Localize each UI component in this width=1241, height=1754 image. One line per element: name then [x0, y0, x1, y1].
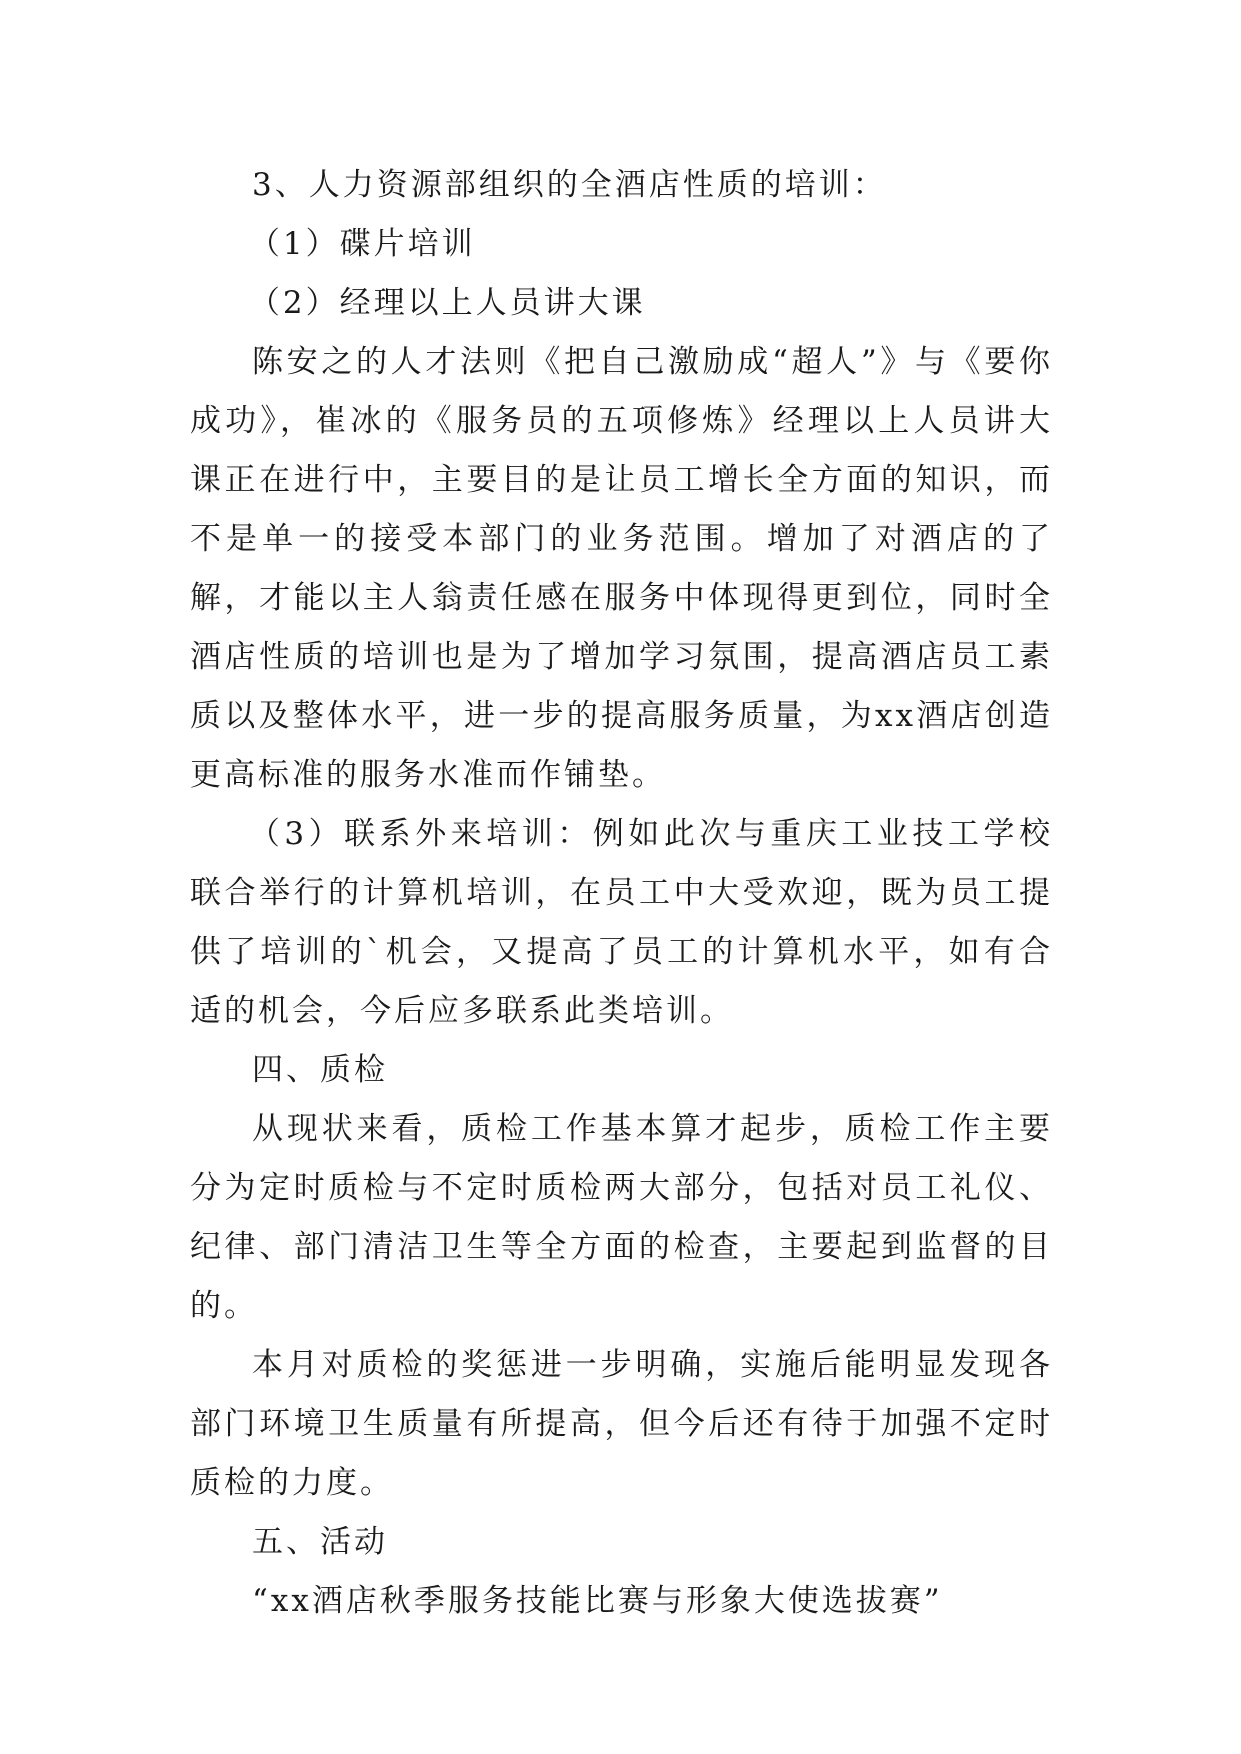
paragraph-lectures-detail: 陈安之的人才法则《把自己激励成“超人”》与《要你成功》，崔冰的《服务员的五项修炼》经理以上人员讲大课正在进行中，主要目的是让员工增长全方面的知识，而不是单一的接受本部门的业务范围。增加了对酒店的了解，才能以主人翁责任感在服务中体现得更到位，同时全酒店性质的培训也是为了增加学习氛围，提高酒店员工素质以及整体水平，进一步的提高服务质量，为xx酒店创造更高标准的服务水准而作铺垫。 — [190, 344, 1053, 793]
list-item-manager-lectures: （2）经理以上人员讲大课 — [248, 285, 646, 321]
list-item-dvd-training: （1）碟片培训 — [248, 226, 476, 262]
section-heading-training: 3、人力资源部组织的全酒店性质的培训： — [252, 167, 887, 203]
section-heading-activities: 五、活动 — [252, 1524, 388, 1560]
document-body — [190, 156, 1053, 1631]
section-heading-quality-inspection: 四、质检 — [252, 1052, 388, 1088]
paragraph-inspection-rewards: 本月对质检的奖惩进一步明确，实施后能明显发现各部门环境卫生质量有所提高，但今后还有待于加强不定时质检的力度。 — [190, 1347, 1053, 1501]
paragraph-activity-title: “xx酒店秋季服务技能比赛与形象大使选拔赛” — [252, 1583, 943, 1619]
paragraph-external-training: （3）联系外来培训：例如此次与重庆工业技工学校联合举行的计算机培训，在员工中大受欢迎，既为员工提供了培训的`机会，又提高了员工的计算机水平，如有合适的机会，今后应多联系此类培训。 — [190, 816, 1053, 1029]
paragraph-inspection-status: 从现状来看，质检工作基本算才起步，质检工作主要分为定时质检与不定时质检两大部分，包括对员工礼仪、纪律、部门清洁卫生等全方面的检查，主要起到监督的目的。 — [190, 1111, 1053, 1324]
